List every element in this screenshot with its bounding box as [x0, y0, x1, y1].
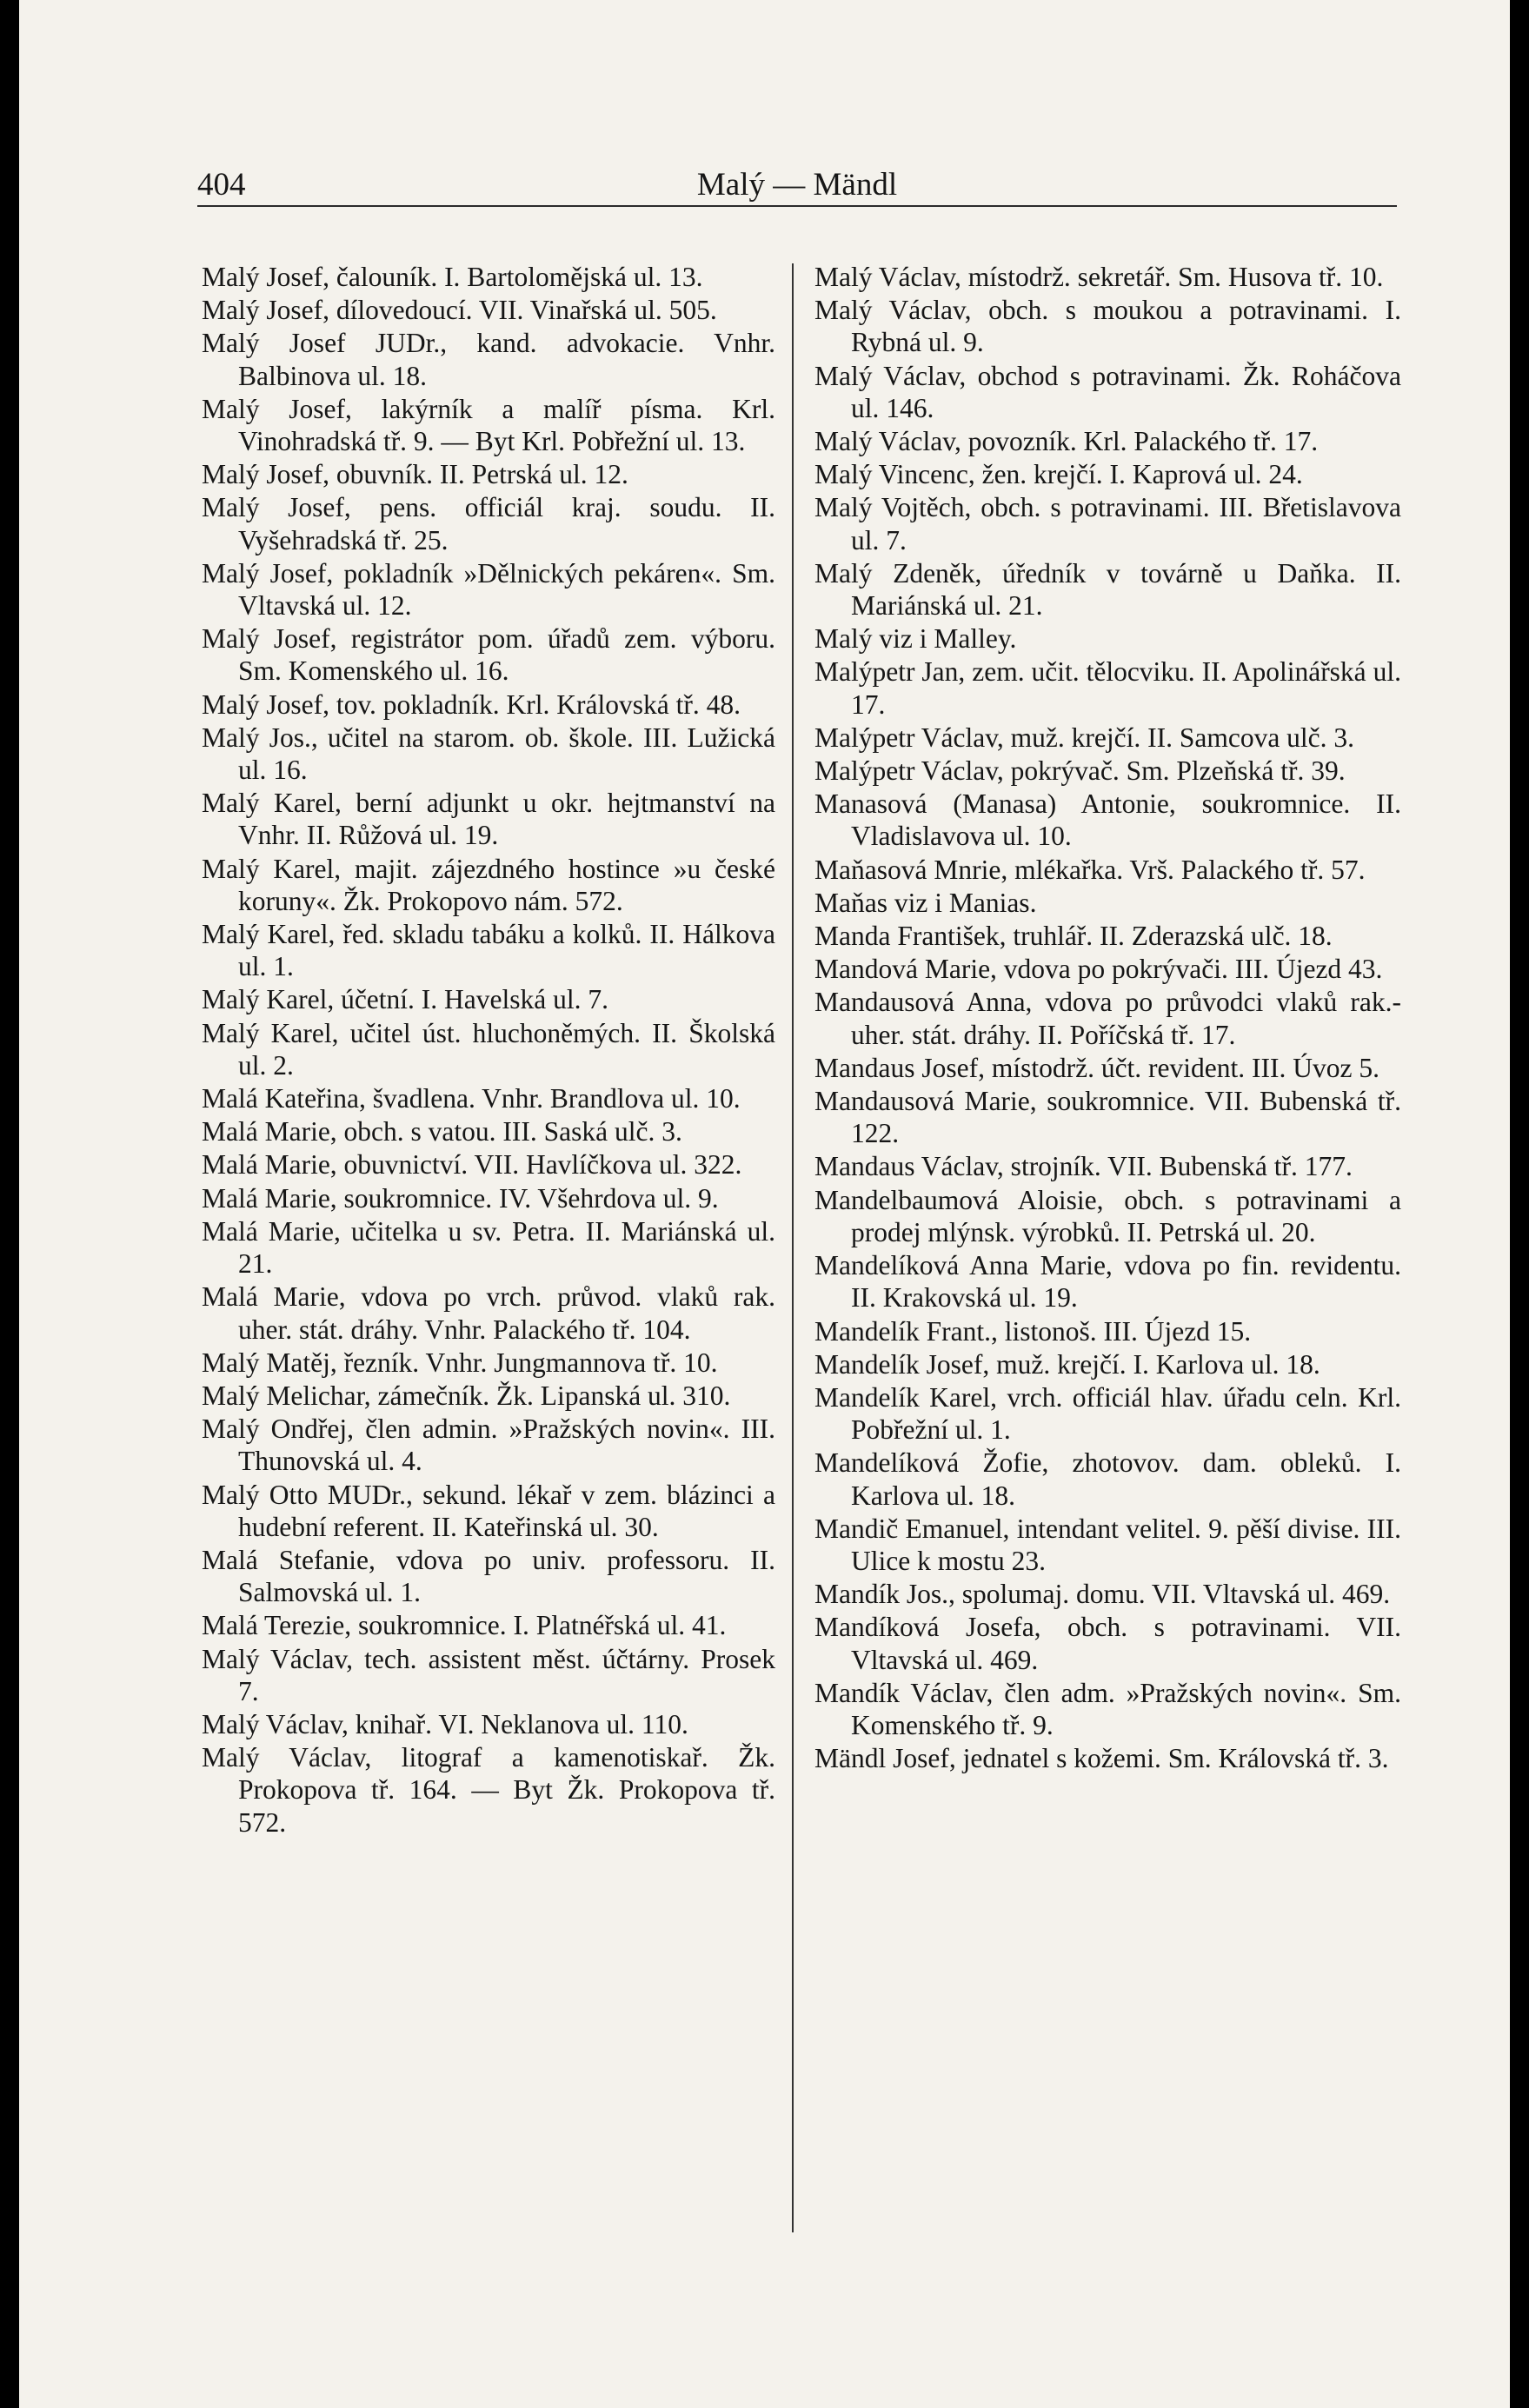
directory-entry: Malý Josef, pokladník »Dělnických pekáren«. Sm. Vltavská ul. 12. [202, 557, 775, 622]
directory-entry: Malý Vojtěch, obch. s potravinami. III. Břetislavova ul. 7. [814, 492, 1401, 555]
directory-entry: Manasová (Manasa) Antonie, soukromnice. II. Vladislavova ul. 10. [814, 788, 1401, 852]
directory-entry: Mandelíková Žofie, zhotovov. dam. obleků. I. Karlova ul. 18. [814, 1447, 1401, 1511]
directory-entry: Malý Josef, registrátor pom. úřadů zem. výboru. Sm. Komenského ul. 16. [202, 623, 775, 687]
directory-entry: Malá Terezie, soukromnice. I. Platnéřská ul. 41. [202, 1610, 727, 1641]
directory-entry: Malýpetr Jan, zem. učit. tělocviku. II. Apolinářská ul. 17. [814, 656, 1401, 720]
directory-entry: Malý Václav, místodrž. sekretář. Sm. Husova tř. 10. [814, 262, 1384, 292]
directory-entry: Malý Václav, knihař. VI. Neklanova ul. 110. [202, 1708, 688, 1739]
directory-entry: Mandausová Anna, vdova po průvodci vlaků rak.-uher. stát. dráhy. II. Poříčská tř. 17. [814, 987, 1401, 1050]
directory-entry: Mandelíková Anna Marie, vdova po fin. revidentu. II. Krakovská ul. 19. [814, 1250, 1401, 1314]
directory-entry: Malý Ondřej, člen admin. »Pražských novin«. III. Thunovská ul. 4. [202, 1414, 775, 1477]
directory-entry: Malý Josef, lakýrník a malíř písma. Krl. Vinohradská tř. 9. — Byt Krl. Pobřežní ul. 13. [202, 393, 775, 457]
directory-entry: Malá Stefanie, vdova po univ. professoru. II. Salmovská ul. 1. [202, 1544, 775, 1608]
directory-entry: Maňas viz i Manias. [814, 887, 1037, 918]
directory-entry: Malý Josef, obuvník. II. Petrská ul. 12. [202, 459, 628, 490]
directory-entry: Malý Václav, povozník. Krl. Palackého tř. 17. [814, 426, 1319, 457]
directory-entry: Malá Marie, soukromnice. IV. Všehrdova ul. 9. [202, 1182, 719, 1214]
directory-entry: Mandelík Josef, muž. krejčí. I. Karlova ul. 18. [814, 1348, 1320, 1380]
directory-entry: Malýpetr Václav, muž. krejčí. II. Samcova ulč. 3. [814, 722, 1355, 753]
directory-entry: Malýpetr Václav, pokrývač. Sm. Plzeňská tř. 39. [814, 755, 1346, 787]
directory-entry: Mandelík Karel, vrch. officiál hlav. úřadu celn. Krl. Pobřežní ul. 1. [814, 1381, 1401, 1446]
running-head: Malý — Mändl [696, 167, 898, 203]
directory-entry: Malý Zdeněk, úředník v továrně u Daňka. II. Mariánská ul. 21. [814, 557, 1401, 622]
directory-entry: Malá Marie, učitelka u sv. Petra. II. Mariánská ul. 21. [202, 1215, 775, 1280]
directory-entry: Malý viz i Malley. [814, 623, 1017, 655]
directory-entry: Malá Marie, obch. s vatou. III. Saská ulč. 3. [202, 1116, 682, 1147]
directory-entry: Malý Václav, obch. s moukou a potravinami. I. Rybná ul. 9. [814, 295, 1401, 358]
directory-entry: Malý Josef, čalouník. I. Bartolomějská ul. 13. [202, 262, 703, 292]
directory-entry: Mandaus Josef, místodrž. účt. revident. III. Úvoz 5. [814, 1052, 1379, 1083]
directory-entry: Mandík Václav, člen adm. »Pražských novin«. Sm. Komenského tř. 9. [814, 1677, 1401, 1740]
directory-entry: Malý Otto MUDr., sekund. lékař v zem. blázinci a hudební referent. II. Kateřinská ul. 30. [202, 1479, 775, 1542]
directory-entry: Mandíková Josefa, obch. s potravinami. VII. Vltavská ul. 469. [814, 1612, 1401, 1675]
right-column [814, 261, 1401, 1775]
directory-entry: Malý Josef, dílovedoucí. VII. Vinařská ul. 505. [202, 295, 717, 326]
directory-entry: Malý Josef, tov. pokladník. Krl. Královská tř. 48. [202, 688, 741, 720]
directory-entry: Malý Matěj, řezník. Vnhr. Jungmannova tř. 10. [202, 1347, 718, 1378]
directory-entry: Malý Václav, tech. assistent měst. účtárny. Prosek 7. [202, 1643, 775, 1706]
directory-entry: Mandič Emanuel, intendant velitel. 9. pěší divise. III. Ulice k mostu 23. [814, 1513, 1401, 1576]
directory-entry: Malý Karel, berní adjunkt u okr. hejtmanství na Vnhr. II. Růžová ul. 19. [202, 788, 775, 851]
directory-entry: Malý Vincenc, žen. krejčí. I. Kaprová ul. 24. [814, 459, 1303, 490]
column-divider [792, 263, 794, 2232]
directory-entry: Mandík Jos., spolumaj. domu. VII. Vltavská ul. 469. [814, 1579, 1391, 1610]
book-page [19, 0, 1510, 2408]
directory-entry: Malá Marie, obuvnictví. VII. Havlíčkova ul. 322. [202, 1149, 742, 1181]
directory-entry: Malý Václav, obchod s potravinami. Žk. Roháčova ul. 146. [814, 360, 1401, 423]
left-column [202, 261, 775, 1839]
page-header [197, 165, 1397, 207]
directory-entry: Mandelbaumová Aloisie, obch. s potravinami a prodej mlýnsk. výrobků. II. Petrská ul. 20. [814, 1184, 1401, 1247]
directory-entry: Manda František, truhlář. II. Zderazská ulč. 18. [814, 921, 1333, 952]
directory-entry: Malý Jos., učitel na starom. ob. škole. III. Lužická ul. 16. [202, 722, 775, 786]
directory-entry: Mandová Marie, vdova po pokrývači. III. Újezd 43. [814, 954, 1383, 985]
directory-entry: Malý Karel, účetní. I. Havelská ul. 7. [202, 984, 608, 1015]
directory-entry: Mandaus Václav, strojník. VII. Bubenská tř. 177. [814, 1151, 1353, 1182]
directory-entry: Malý Václav, litograf a kamenotiskař. Žk. Prokopova tř. 164. — Byt Žk. Prokopova tř. 572. [202, 1742, 775, 1838]
directory-entry: Maňasová Mnrie, mlékařka. Vrš. Palackého tř. 57. [814, 854, 1366, 885]
directory-entry: Malý Melichar, zámečník. Žk. Lipanská ul. 310. [202, 1380, 731, 1411]
directory-entry: Malý Karel, učitel úst. hluchoněmých. II. Školská ul. 2. [202, 1017, 775, 1081]
directory-entry: Mändl Josef, jednatel s kožemi. Sm. Královská tř. 3. [814, 1743, 1389, 1774]
directory-entry: Mandelík Frant., listonoš. III. Újezd 15. [814, 1315, 1252, 1347]
directory-entry: Malý Karel, řed. skladu tabáku a kolků. II. Hálkova ul. 1. [202, 919, 775, 982]
directory-entry: Malá Marie, vdova po vrch. průvod. vlaků rak. uher. stát. dráhy. Vnhr. Palackého tř. 104. [202, 1281, 775, 1345]
directory-entry: Malý Josef, pens. officiál kraj. soudu. II. Vyšehradská tř. 25. [202, 492, 775, 555]
directory-entry: Malý Josef JUDr., kand. advokacie. Vnhr. Balbinova ul. 18. [202, 328, 775, 391]
page-number: 404 [197, 167, 246, 203]
directory-entry: Malý Karel, majit. zájezdného hostince »u české koruny«. Žk. Prokopovo nám. 572. [202, 853, 775, 916]
directory-entry: Malá Kateřina, švadlena. Vnhr. Brandlova ul. 10. [202, 1083, 741, 1114]
directory-entry: Mandausová Marie, soukromnice. VII. Bubenská tř. 122. [814, 1086, 1401, 1149]
